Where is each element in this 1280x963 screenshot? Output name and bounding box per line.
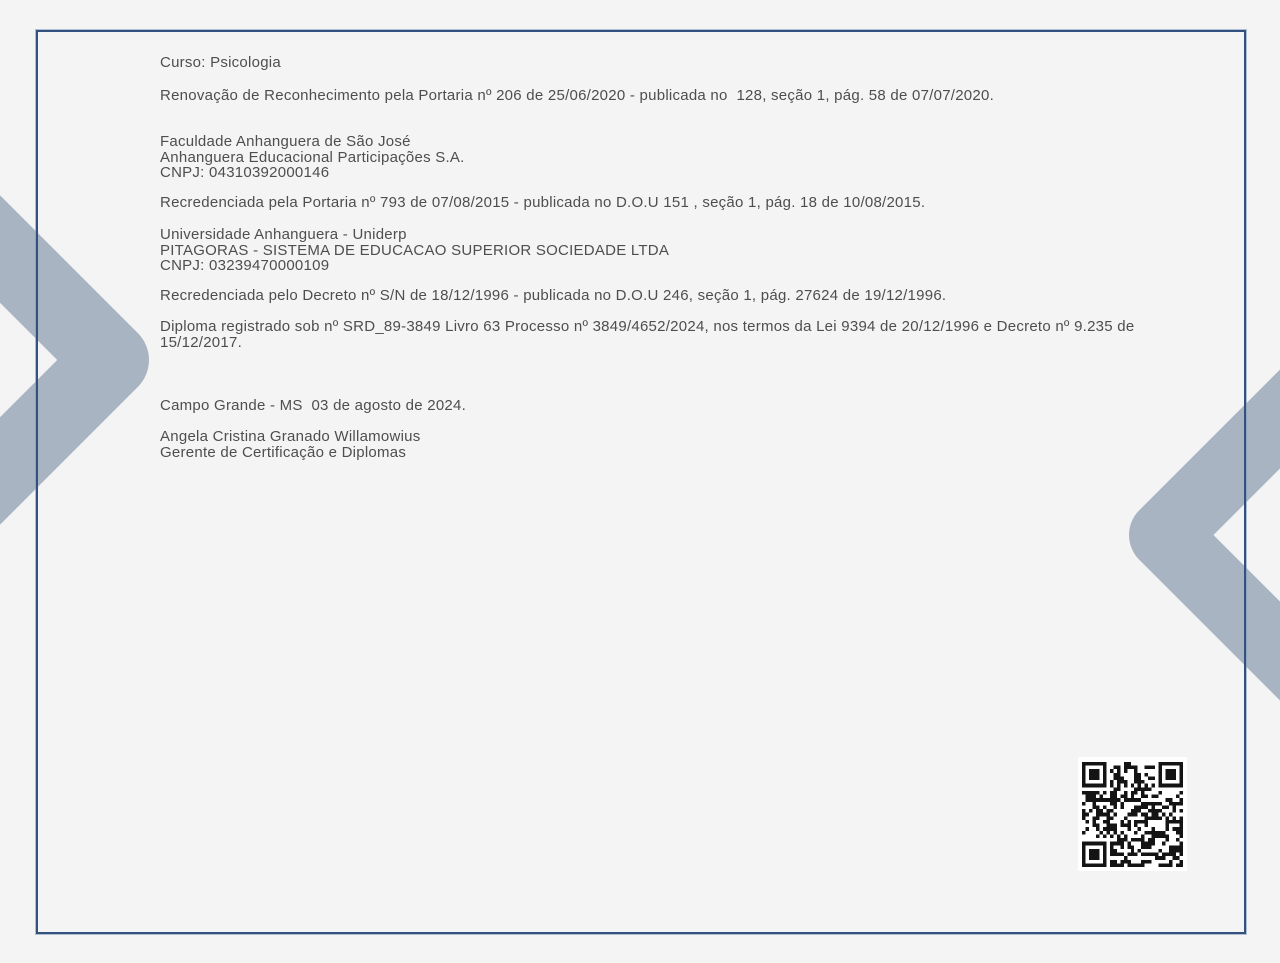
course-line: Curso: Psicologia xyxy=(160,54,281,71)
renewal-block xyxy=(160,88,994,104)
reaccreditation-1-block xyxy=(160,195,925,211)
reaccreditation-2-line: Recredenciada pelo Decreto nº S/N de 18/12/1996 - publicada no D.O.U 246, seção 1, pág. 27624 de 19/12/1996. xyxy=(160,287,947,304)
institution-2-block xyxy=(160,227,669,274)
signer-name: Angela Cristina Granado Willamowius xyxy=(160,428,421,445)
institution-2-maintainer: PITAGORAS - SISTEMA DE EDUCACAO SUPERIOR SOCIEDADE LTDA xyxy=(160,241,670,259)
signer-title: Gerente de Certificação e Diplomas xyxy=(160,443,407,461)
registration-block xyxy=(160,319,1134,350)
course-block xyxy=(160,55,281,71)
place-date-block xyxy=(160,398,466,414)
qr-code xyxy=(1078,757,1187,871)
institution-1-block xyxy=(160,134,465,181)
reaccreditation-1-line: Recredenciada pela Portaria nº 793 de 07/08/2015 - publicada no D.O.U 151 , seção 1, pág. 18 de 10/08/2015. xyxy=(160,194,926,211)
qr-code-pattern xyxy=(1082,762,1183,867)
left-chevron-shape xyxy=(0,204,111,516)
institution-1-maintainer: Anhanguera Educacional Participações S.A. xyxy=(160,148,465,166)
institution-1-name: Faculdade Anhanguera de São José xyxy=(160,133,411,150)
reaccreditation-2-block xyxy=(160,288,946,304)
institution-1-cnpj: CNPJ: 04310392000146 xyxy=(160,164,330,181)
signature-block xyxy=(160,429,421,460)
institution-2-cnpj: CNPJ: 03239470000109 xyxy=(160,257,330,274)
renewal-line: Renovação de Reconhecimento pela Portaria nº 206 de 25/06/2020 - publicada no 128, seção 1, pág. 58 de 07/07/2020. xyxy=(160,87,994,104)
place-date-line: Campo Grande - MS 03 de agosto de 2024. xyxy=(160,397,467,414)
registration-line-1: Diploma registrado sob nº SRD_89-3849 Livro 63 Processo nº 3849/4652/2024, nos termos da Lei 9394 de 20/12/1996 e Decreto nº 9.235 de xyxy=(160,318,1135,335)
right-chevron-shape xyxy=(1164,377,1280,693)
institution-2-name: Universidade Anhanguera - Uniderp xyxy=(160,226,407,243)
registration-line-2: 15/12/2017. xyxy=(160,333,242,351)
